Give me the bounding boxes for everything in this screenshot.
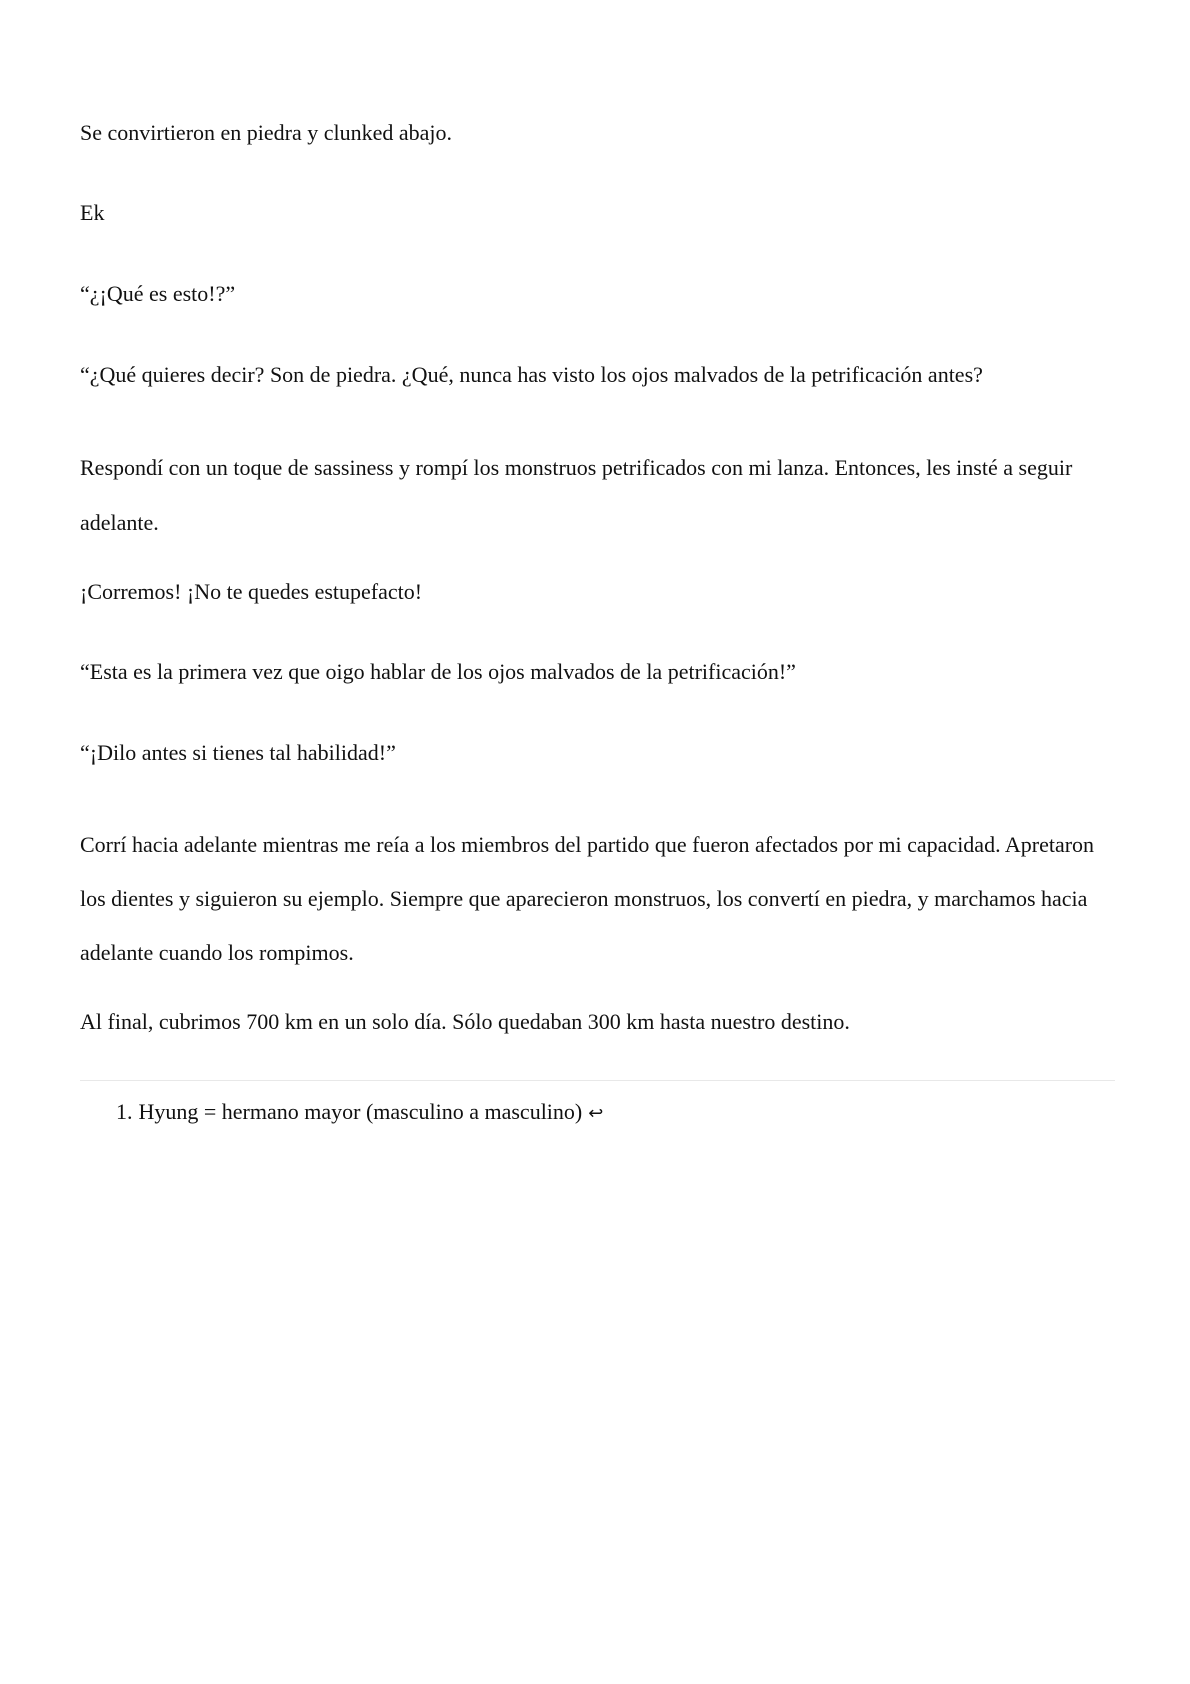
paragraph: “¿¡Qué es esto!?” (80, 281, 236, 306)
footnote-item (116, 1097, 603, 1129)
footnote-divider (80, 1080, 1115, 1081)
footnote-text: Hyung = hermano mayor (masculino a masculino) (138, 1099, 583, 1124)
paragraph: Al final, cubrimos 700 km en un solo día. Sólo quedaban 300 km hasta nuestro destino. (80, 1009, 850, 1034)
return-arrow-icon[interactable]: ↩ (588, 1103, 604, 1124)
paragraph: ¡Corremos! ¡No te quedes estupefacto! (80, 579, 423, 604)
paragraph: “¡Dilo antes si tienes tal habilidad!” (80, 740, 396, 765)
footnote-number: 1. (116, 1099, 133, 1124)
footnotes-list (116, 1097, 603, 1129)
paragraph: Corrí hacia adelante mientras me reía a los miembros del partido que fueron afectados por mi capacidad. Apretaron los dientes y siguieron su ejemplo. Siempre que aparecieron monstruos, los convertí en piedra, y marchamos hacia adelante cuando los rompimos. (80, 832, 1095, 965)
paragraph: Respondí con un toque de sassiness y rompí los monstruos petrificados con mi lanza. Entonces, les insté a seguir adelante. (80, 455, 1073, 535)
paragraph: Se convirtieron en piedra y clunked abajo. (80, 120, 453, 145)
paragraph: “Esta es la primera vez que oigo hablar de los ojos malvados de la petrificación!” (80, 659, 796, 684)
paragraph: “¿Qué quieres decir? Son de piedra. ¿Qué, nunca has visto los ojos malvados de la petrificación antes? (80, 362, 983, 387)
paragraph: Ek (80, 200, 105, 225)
